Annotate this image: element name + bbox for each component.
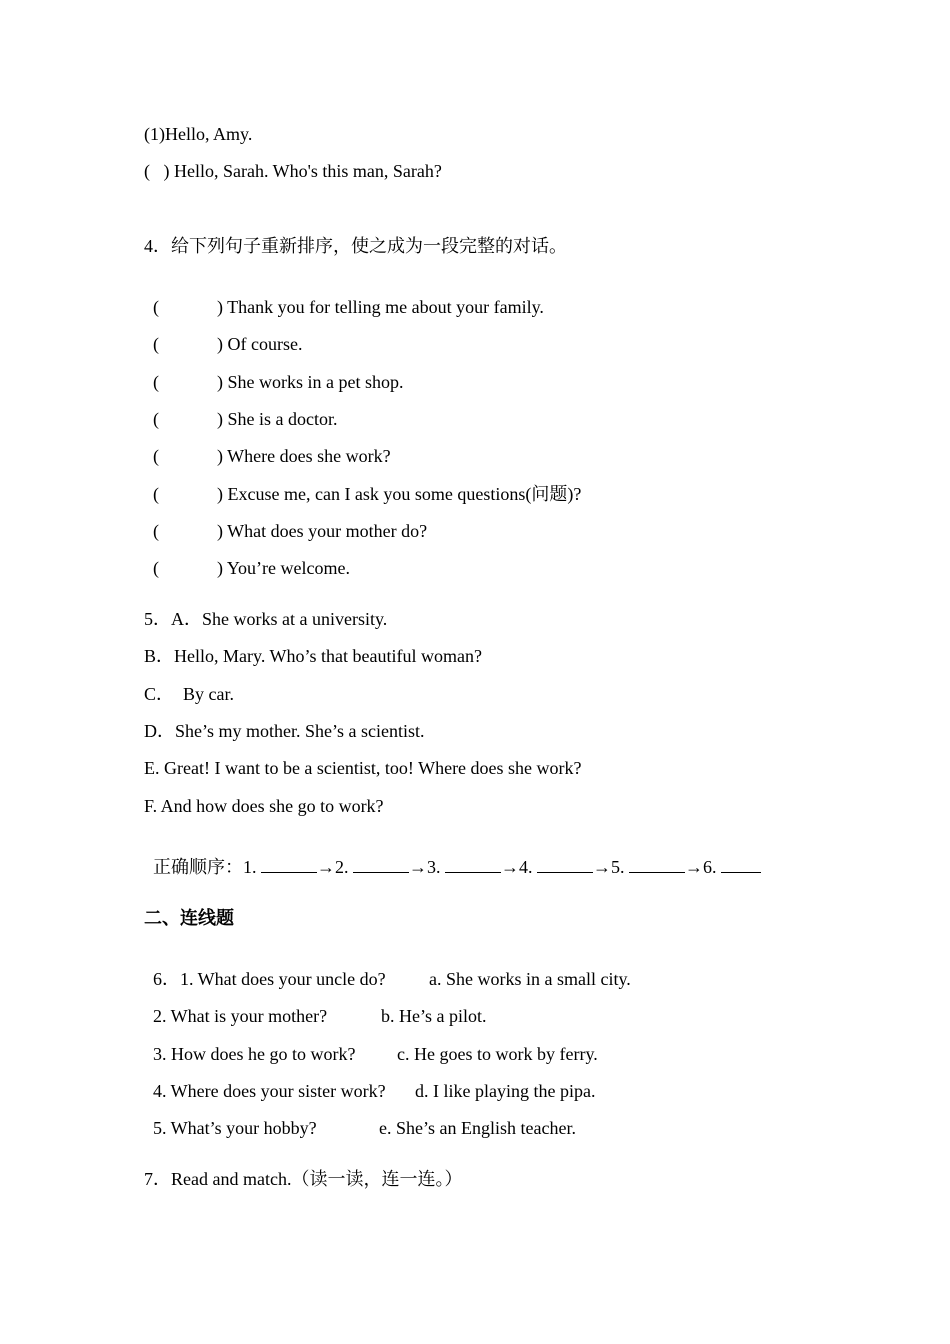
- q4-paren: (: [153, 334, 159, 354]
- q6-row-5: [144, 1092, 576, 1138]
- answer-blank[interactable]: [353, 856, 409, 873]
- q6-answer: a. She works in a small city.: [429, 969, 631, 989]
- q4-item-1: [144, 271, 544, 317]
- q5-order-step-2: →2.: [317, 857, 353, 877]
- q6-row-3: [144, 1018, 598, 1064]
- q3-line-2: ( ) Hello, Sarah. Who's this man, Sarah?: [144, 161, 442, 181]
- q6-row-4: [144, 1055, 596, 1101]
- q5-option-c: C． By car.: [144, 684, 234, 704]
- q5-option-f: F. And how does she go to work?: [144, 796, 384, 816]
- q5-order-step-4: →4.: [501, 857, 537, 877]
- q6-answer: c. He goes to work by ferry.: [397, 1044, 598, 1064]
- q5-order-step-1: 1.: [243, 857, 261, 877]
- q4-item-8: [144, 532, 350, 578]
- q4-item-2: [144, 308, 303, 354]
- q5-order-step-5: →5.: [593, 857, 629, 877]
- q5-order-label: 正确顺序：: [153, 857, 243, 877]
- q6-row-1: [144, 943, 631, 989]
- answer-blank[interactable]: [537, 856, 593, 873]
- q4-item-6: [144, 458, 582, 504]
- q3-line-1: (1)Hello, Amy.: [144, 124, 253, 144]
- q4-item-text: ) She works in a pet shop.: [217, 372, 404, 392]
- q4-item-5: [144, 420, 391, 466]
- q4-item-text: ) Of course.: [217, 334, 303, 354]
- answer-blank[interactable]: [721, 856, 761, 873]
- q4-paren: (: [153, 446, 159, 466]
- answer-blank[interactable]: [261, 856, 317, 873]
- q4-paren: (: [153, 558, 159, 578]
- q4-item-text: ) Where does she work?: [217, 446, 391, 466]
- answer-blank[interactable]: [445, 856, 501, 873]
- answer-blank[interactable]: [629, 856, 685, 873]
- q6-question: 2. What is your mother?: [153, 1006, 328, 1026]
- q6-answer: d. I like playing the pipa.: [415, 1081, 596, 1101]
- q7-title: 7．Read and match.（读一读，连一连。）: [144, 1169, 463, 1189]
- q6-answer: e. She’s an English teacher.: [379, 1118, 576, 1138]
- q4-item-text: ) Thank you for telling me about your family.: [217, 297, 544, 317]
- q6-question: 6．1. What does your uncle do?: [153, 969, 386, 989]
- q4-item-text: ) What does your mother do?: [217, 521, 428, 541]
- q4-title: 4．给下列句子重新排序，使之成为一段完整的对话。: [144, 236, 567, 256]
- q6-question: 5. What’s your hobby?: [153, 1118, 317, 1138]
- q4-item-4: [144, 383, 338, 429]
- q5-option-e: E. Great! I want to be a scientist, too! Where does she work?: [144, 758, 582, 778]
- q6-row-2: [144, 980, 487, 1026]
- q4-item-text: ) You’re welcome.: [217, 558, 350, 578]
- q5-option-d: D．She’s my mother. She’s a scientist.: [144, 721, 425, 741]
- q4-paren: (: [153, 484, 159, 504]
- q4-paren: (: [153, 521, 159, 541]
- q5-option-a: 5．A．She works at a university.: [144, 609, 388, 629]
- q4-item-3: [144, 346, 404, 392]
- section-title: 二、连线题: [144, 908, 234, 928]
- q4-item-text: ) Excuse me, can I ask you some questions(问题)?: [217, 484, 582, 504]
- q5-order-step-3: →3.: [409, 857, 445, 877]
- q6-question: 3. How does he go to work?: [153, 1044, 356, 1064]
- q4-paren: (: [153, 409, 159, 429]
- q5-order-step-6: →6.: [685, 857, 721, 877]
- q4-paren: (: [153, 372, 159, 392]
- q5-order-line: [144, 831, 761, 877]
- q4-item-7: [144, 495, 428, 541]
- q5-option-b: B．Hello, Mary. Who’s that beautiful woman?: [144, 646, 482, 666]
- q6-question: 4. Where does your sister work?: [153, 1081, 386, 1101]
- q4-item-text: ) She is a doctor.: [217, 409, 338, 429]
- q4-paren: (: [153, 297, 159, 317]
- q6-answer: b. He’s a pilot.: [381, 1006, 487, 1026]
